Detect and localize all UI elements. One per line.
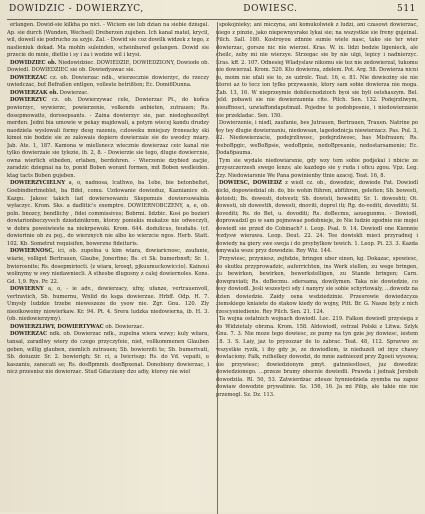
entry-headword: DOWIERZYCIELNY <box>10 180 66 187</box>
right-column <box>216 22 418 514</box>
entry-text: erlangen. Dowid-sie kilkha po nici. - Wiciem sie lub dzian na siebie dziugal. Ap. sie durch (Wunden, Wechsel) Dreberzen zujeben. Ich kanal matel, krycil, wil, doweil sie podrucho za szyje. Zal. - Dowid sie coz dowilk widzek z tego, z naslieniuk dokad. Ma mohln suleinden, scheinbared gelangen. Dowid sie przecie do mnie, dietlie i sy i za i wodzie wil i krysi. <box>7 22 209 59</box>
entry-text: Niedowidziec. DOWIEDZIE, DOWIEDZIONY, Dowiode ob. Dowiedl. DOWIEDZIEC sie ob. Dowiedyawac sie. <box>7 59 209 74</box>
entry-headword: DOWIERNOSC, <box>10 248 54 255</box>
dictionary-entry <box>7 324 209 332</box>
text-columns <box>7 22 418 514</box>
entry-headword: DOWIERZLIWY, DOWIERTYWAC <box>10 323 104 330</box>
page-header <box>7 4 418 20</box>
column-divider <box>217 22 218 514</box>
entry-text: z wioll cz. ob., dowodzic, dowiede Fat. Dowiodl nicki, dopowiedzial ob. do, bis wohin führen, abführen, geleiten; Sb. bowesti, dotoisti; Bs. dowesti, dotvesti; Sb. dowisti, bowsditi; Sr. 1. dowoshti; Ot. dowesti, ub dowestih, dowesti, dnoviti, doprel iti; Rg. do-vediti, doveditti; Sl. dovediti; Rs. do Bet, u. dovoditi; Rs. doBecmu, aouegunmu. - Dowiodl, doprowadzil go w sam pojmowae podobnieje, że Nie ludzie zgodnie nie mojei dowiedl sie przed do Cobinach? i. Leop. Psal. 9. 14. Dowiodl one Kiemnie wzdysw wierawa. Leop. Deut. 22. 24. Tee dowiskli mieci przyradnej i dowiedy na giery swe swoja i do prsybylkow tewich. 1. Leop. Pi. 23. 3. Kazda umywala wsze pryz dowodzie. Rey Wiz. 144. <box>216 180 418 255</box>
dictionary-entry <box>7 331 209 376</box>
right-running-title: DOWIESC. <box>243 4 298 14</box>
entry-headword: DOWIERZAC <box>10 74 48 81</box>
entry-text: cz. ob. Dowierzac ndk., wierzecznie dowierzyc, do rzeczy uwiedczac, but Befraßen entlgen, volleste betrißten; Ec. Domi6Dunna. <box>7 74 209 89</box>
entry-headword: DOWIERNY <box>10 286 44 293</box>
dictionary-entry <box>7 75 209 90</box>
entry-headword: DOWIERZAK ob. <box>10 89 59 96</box>
entry-text: spokojnieky; ani miczyna, ani komukolwiek z ludzi, ani czasowi dowierzac, niego z pinzie, jako niepewnysrake lykai sie; na wszystkie sie freny gujeinal. Pilch. Sall. 180. Kostroyou zdnnie sumie wiele nasc, tako sie ter wier dowierzac, gorsze nic nie wierzei. Kras. W. ix. lidzi bedzie ligenieck, ale cheilc, zeby mi nie wierzye. Strzegac sie by nie ulgi, lepicy i nadnierzyc. Kras. kff. 2. 107. Odnesiej Wladyslaw nikomu sie tez nie zedowierzal, tukomu nie dowierzal. Krom. 520. Kto dowierza, zdelem. Pot. Arg. 58. Dowierza nicni ju, moim nie ufali sie to, ze uzirolc. Teat. 16, e. 81. Nie dowieziny sie nie ktorei az to tecz ion tyfko przywasnie, ktory sam sobie dowierza nie moga. Zab. 13, 16. W nieprzeymie dobilecnodzioch byoi sie byli ostshaszym. Bel. Jeld. pobawii sie nie dowierzannia cite. Pilch. Sen. 132. Podejrzliwym, nieuffnosci, uzwiaffondaputmail. Pojedne te podobposnie, i niedowierzanie nie przekladac. Sen. 150. <box>216 22 418 119</box>
dictionary-entry <box>216 256 418 316</box>
entry-headword: DOWIERZYC <box>10 97 47 104</box>
entry-text: Dowierzac. <box>59 89 89 96</box>
entry-text: a, o, nadnosa, lcathwo, ba 1ebe, bie betonbeltet, Goebindiertmeblet, ba Bdel, comu. Uzdowanie dowieduz, Kaznianice ob. Kazgu. Jakosc takich lad dowiersowaniu Skepemuis dowiersowalnia wyłaczyc. Krom. Sks. a dadlitic's exemptre. DOWIERNOBCZENY, a, e, ob. poln. bnozcy, bendlichy , fidei commissivus; Bobrmi. lidzbic. Kosi po bozieri dowiarionbeczyvech dziedzinikrom, ktorzy poniekis mukatze nie odweczyli, w dobra poweiwieste na niekrpewuki. Krom. 644. dodulicus, feudalis. (cf. dowierinie ob zu poj., do wierznych nie albo ko wierzcie ngos. Herb. Statt. 102. Kb. Sometrut requisifen, bowerzne fideituris. <box>7 180 209 247</box>
entry-text: a, o, - ie adv., dowierzacy, ufny, ufanze, vertrauenvoll, vertraviich, Sb. bumernu, Wnlid do ksga dowierzue. Hrbff. Odp. H. 7. Umysly ludzkie trzebe nieweszeze do ysow nie. Zgr. Gnu. 120. Zly nieoikowoiny niowierkaw. Kr. 94. Pt. 4. Srera ludzka niedowierna, ib. H. 3. (ob. niedowierzymy). <box>7 286 209 323</box>
dictionary-entry <box>216 180 418 255</box>
left-running-title: DOWIDZIC - DOWIERZYC, <box>9 4 144 14</box>
dictionary-entry <box>7 180 209 248</box>
left-column <box>7 22 209 514</box>
dictionary-entry <box>7 286 209 324</box>
entry-text: ob. Dowierzac. <box>105 323 145 330</box>
entry-headword: DOWIESC, DOWIEDZ <box>219 180 283 187</box>
page-number: 511 <box>397 4 416 14</box>
entry-text: ici, ob. zupelna u kim wiara, dowiaricnosc, zaufanie, wiarie, volliget Bertrauen, Glaube, Jonerfine; Bs. ct Sk. bumerbnsft; Sr. 1. bwierosnite; Rs. dosepmiriocti. (z wiara, krosqt, pjkuumuckowiccio). Kainoui wolinymy w swy niedawniecli. A sthesbe dlugosny z calej dowiernoles. Kons. Gd. 1,9. Rys. Pr. 22. <box>7 248 209 285</box>
entry-text: Przywiesc, przyniesz, zejhdzie, bringen uber einen, kg. Dokazac, spowiesc, do skutku przyprowadzic, auferrichten, ins Werk stellen, zu wege bringen, zu bewirken, bewirken, bewerkstelligen, zu Stande bringen; Carn. dowqraviati; Rs. doBecmu. sdersama, dowilymen. Taka nie dowiedzie, co iesy dowiodl. Jesli wszestyci sdy i nanyry sie sobie schyrtowaly, ...dowodz na dzien dowiedzie. Zaidy osna wsdziedzinie. Przesrowie dowiedzcyza ziemskiego kniaiete do stakow kiedy do wojny, Pitt. Br. G. Nasze byly z nich rzescysniedienie. Rey Pilch. Sen. 21. 124. <box>216 255 418 315</box>
entry-text: ndk. ob. Dowierzac ndk., zupelna wiera wzwy; kuly wiiara, tansal, zaradlwy wiery do czego przyczyfeie, niet, vollkommenen Glauben geben, willig glauben, ziemlich zutrauen; Sb. bowierziti te; Sb. bumerivati, Sb. doiuzzir. Sr. 2. bowierigh; Sr. ci, a Iwicriszp; Rs. do Vd. vepaiti, u kaszaniu, zanecati se; Rs. dosBpmmb. dosBpxenat. Donobisny dowierzac, i nicz przesnisz nie dowierzac. Stud Gdacziany dzo adiy, ktorey nie wiel <box>7 331 209 376</box>
dictionary-entry <box>7 97 209 180</box>
dictionary-entry <box>7 22 209 60</box>
entry-text: Tym sie wydale niedowiarsnie, gdy wzy tem sobie podjekai i nbicie ze przyszczerzesh swego lenzs; ale kazdego sie y ruda i oficu zgou. Vpz. Leg. Zzy. Niedowiarsnie We Pana powinienby ttnie azacej. Teat. 16, 8. <box>216 157 418 179</box>
dictionary-entry <box>216 316 418 399</box>
dictionary-entry <box>7 248 209 286</box>
entry-text: Ta wojna ostatnich wojnach dowiodl. Loc. 219. Falkon dowiodl przysiega z do Widzietaly obrzna. Krom. 158. Aldowiodl, ostrzal Polski z Litwa. Szlyk Gnu. 7. 3. Nie moze tego dowiesc, ze pumy na tyn gzie jey dowiesc, iestem 18. 3. S. Laiy, jaz to pryzozzar ile to zabrac. Teat. 48, 112. Spravwo ze wszystkie ryzik, i iby gdy je, ze dowiodlem, iz nieduzeli od inyz chawy dowlaciony. Falk, ruthelkey dowodzi, do mnie zadnieozd przy Zgoeii wysowa; nie przywiesc; dowiedzionym pmyt. gatnniestlosci, juz dowodzic dowiedzionego. ...przeze bramy obecnie dowiedli. Prawda i jednak Jeroboh dowodzila. Rl. 50, 53. Zatwierdzac zdesze hynniedziela zyemba na zapoz dowiaw dowodzie prywatinie. Sz. 156, 16. Ja mi Pilip, ale takie nie nie przemogl. Sz. Dz. 113. <box>216 316 418 398</box>
entry-headword: DOWIDZIEC ob. <box>10 59 57 66</box>
entry-text: Dowierzenie, i nisdl, zaufanie, bes Jutrauen, Bertrauen, Trauen. Natrine po tey tey dlugie dowierzaniu, niedowsan, lagedodnicja niewierzacz. Pas. Pul. 3, 82. Niedowierzacie, podejrzliwosc, podejrzliwosc, bas Misfrauen; Rs. weboBpgic, weBoBpsie, wedoBpnie, nedoBpreanie, nedostarsamenie; Ec. Doda6pauma. <box>216 120 418 157</box>
dictionary-entry <box>216 158 418 181</box>
entry-text: cz. ob. Dowierzywac cele, Dowierzac Pt., do koñca powierzyc, wywierzc, powierzenie, volkends anbieten, zutrauen; Rs. dosepmowatts, dorosepsants. - Zaina dowierzyc sie, par. niedoghezelbyt merden. Jedni bia umowie w pekay majdowali, a potym wiecej kandu drudzy naodziela wyslowali formy desg razeniu, czloweku mniejszy froneacky ski kimoi nie bodzie sie ze zalowais dopiero dowierzaie sie do uwodcy miary. Jab. Ate. 1, 187. Kamona w miellsnecz wiecznie dowierzaz ceic kanal nie tylko dowierzaie sie tylezie, ib. 2, 8. - Dowierzie sie tego, dlugie dowiercnie, owna wierlich etbeden, erlaben, berdohren. - Wierzenie dzybied zacjie, zaradzic dziegnai na to, ponid Boben worant formen, mit Boben wedleiden. ktag tacts Boben gujeben. <box>7 97 209 179</box>
dictionary-entry <box>216 120 418 158</box>
dictionary-entry <box>7 60 209 75</box>
dictionary-entry <box>216 22 418 120</box>
entry-headword: DOWIERZAC <box>10 331 48 338</box>
